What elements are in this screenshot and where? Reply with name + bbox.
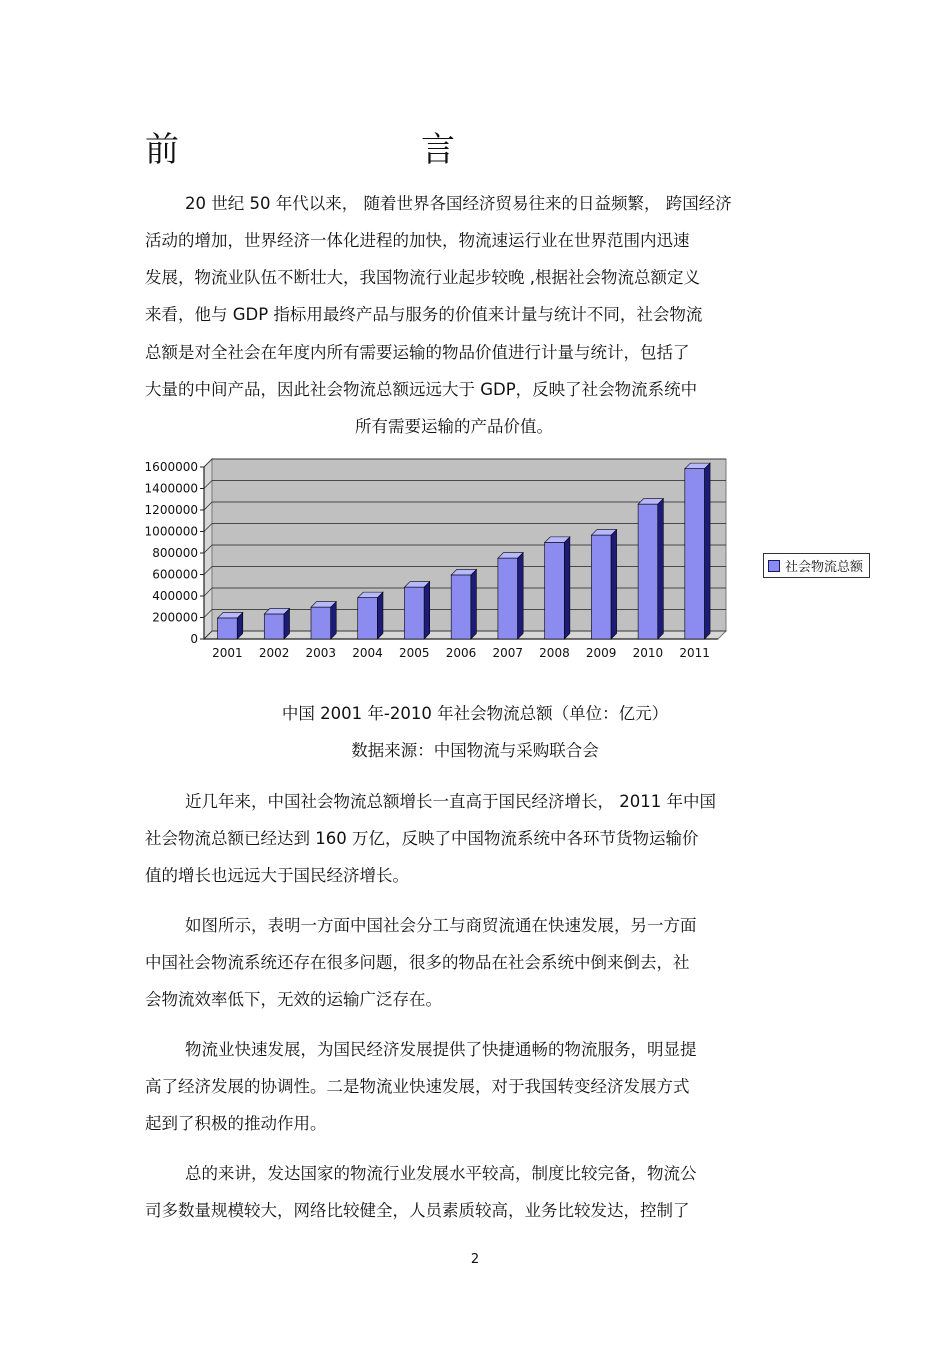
x-tick-label: 2001 — [212, 646, 243, 660]
y-tick-label: 800000 — [152, 546, 198, 560]
bar-side — [424, 582, 430, 639]
y-tick-label: 600000 — [152, 567, 198, 582]
bar-side — [658, 499, 664, 639]
x-tick-label: 2003 — [305, 646, 337, 660]
para-line: 会物流效率低下，无效的运输广泛存在。 — [145, 990, 442, 1009]
para-line: 如图所示，表明一方面中国社会分工与商贸流通在快速发展，另一方面 — [185, 916, 697, 935]
x-tick-label: 2011 — [679, 646, 710, 660]
page-number: 2 — [470, 1252, 480, 1267]
y-tick-label: 200000 — [152, 610, 198, 625]
x-tick-label: 2008 — [539, 646, 570, 660]
para-line: 高了经济发展的协调性。二是物流业快速发展，对于我国转变经济发展方式 — [145, 1077, 690, 1096]
intro-line: 所有需要运输的产品价值。 — [355, 417, 553, 436]
bar — [591, 535, 611, 639]
chart-source: 数据来源：中国物流与采购联合会 — [351, 741, 599, 760]
bar-side — [377, 592, 383, 639]
x-tick-label: 2010 — [632, 646, 664, 660]
bar — [451, 575, 471, 639]
intro-line: 总额是对全社会在年度内所有需要运输的物品价值进行计量与统计，包括了 — [145, 343, 690, 362]
intro-line: 大量的中间产品，因此社会物流总额远远大于 GDP，反映了社会物流系统中 — [145, 380, 698, 399]
bar — [685, 469, 705, 639]
bar-side — [471, 569, 477, 639]
intro-line: 活动的增加，世界经济一体化进程的加快，物流速运行业在世界范围内迅速 — [145, 231, 690, 250]
bar — [358, 598, 378, 639]
page-heading: 前 言 — [145, 130, 513, 170]
chart-caption: 中国 2001 年-2010 年社会物流总额（单位：亿元） — [281, 704, 669, 723]
para-line: 值的增长也远远大于国民经济增长。 — [145, 866, 409, 885]
bar — [498, 558, 518, 639]
bar — [264, 614, 284, 639]
y-tick-label: 0 — [190, 632, 198, 646]
legend-label: 社会物流总额 — [785, 560, 864, 575]
intro-line: 发展，物流业队伍不断壮大，我国物流行业起步较晚 ,根据社会物流总额定义 — [145, 268, 700, 287]
y-tick-label: 1600000 — [144, 460, 198, 474]
para-line: 起到了积极的推动作用。 — [145, 1114, 327, 1133]
bar-side — [331, 602, 337, 639]
y-tick-label: 1200000 — [144, 503, 198, 517]
legend-swatch — [768, 560, 780, 572]
bar-side — [704, 463, 710, 639]
para-line: 中国社会物流系统还存在很多问题，很多的物品在社会系统中倒来倒去，社 — [145, 953, 690, 972]
bar — [311, 607, 331, 639]
y-tick-label: 1400000 — [144, 481, 198, 496]
x-tick-label: 2002 — [258, 646, 290, 660]
para-line: 近几年来，中国社会物流总额增长一直高于国民经济增长， 2011 年中国 — [185, 792, 716, 811]
para-line: 总的来讲，发达国家的物流行业发展水平较高，制度比较完备，物流公 — [185, 1164, 697, 1183]
chart-legend — [763, 553, 870, 578]
bar-side — [611, 530, 617, 639]
para-line: 社会物流总额已经达到 160 万亿，反映了中国物流系统中各环节货物运输价 — [145, 829, 699, 848]
x-tick-label: 2004 — [352, 646, 383, 660]
bar — [545, 542, 565, 639]
bar-side — [564, 537, 570, 639]
bar — [638, 504, 658, 639]
x-tick-label: 2006 — [445, 646, 477, 660]
bar — [218, 618, 238, 639]
intro-line: 20 世纪 50 年代以来， 随着世界各国经济贸易往来的日益频繁， 跨国经济 — [185, 194, 732, 213]
x-tick-label: 2007 — [492, 646, 524, 660]
y-tick-label: 1000000 — [144, 524, 198, 539]
intro-line: 来看，他与 GDP 指标用最终产品与服务的价值来计量与统计不同，社会物流 — [145, 305, 703, 324]
para-line: 物流业快速发展，为国民经济发展提供了快捷通畅的物流服务，明显提 — [185, 1040, 697, 1059]
x-tick-label: 2005 — [398, 646, 430, 660]
x-tick-label: 2009 — [585, 646, 617, 660]
para-line: 司多数量规模较大，网络比较健全，人员素质较高，业务比较发达，控制了 — [145, 1201, 690, 1220]
y-tick-label: 400000 — [152, 589, 198, 603]
bar-side — [518, 553, 524, 639]
bar — [404, 587, 424, 639]
